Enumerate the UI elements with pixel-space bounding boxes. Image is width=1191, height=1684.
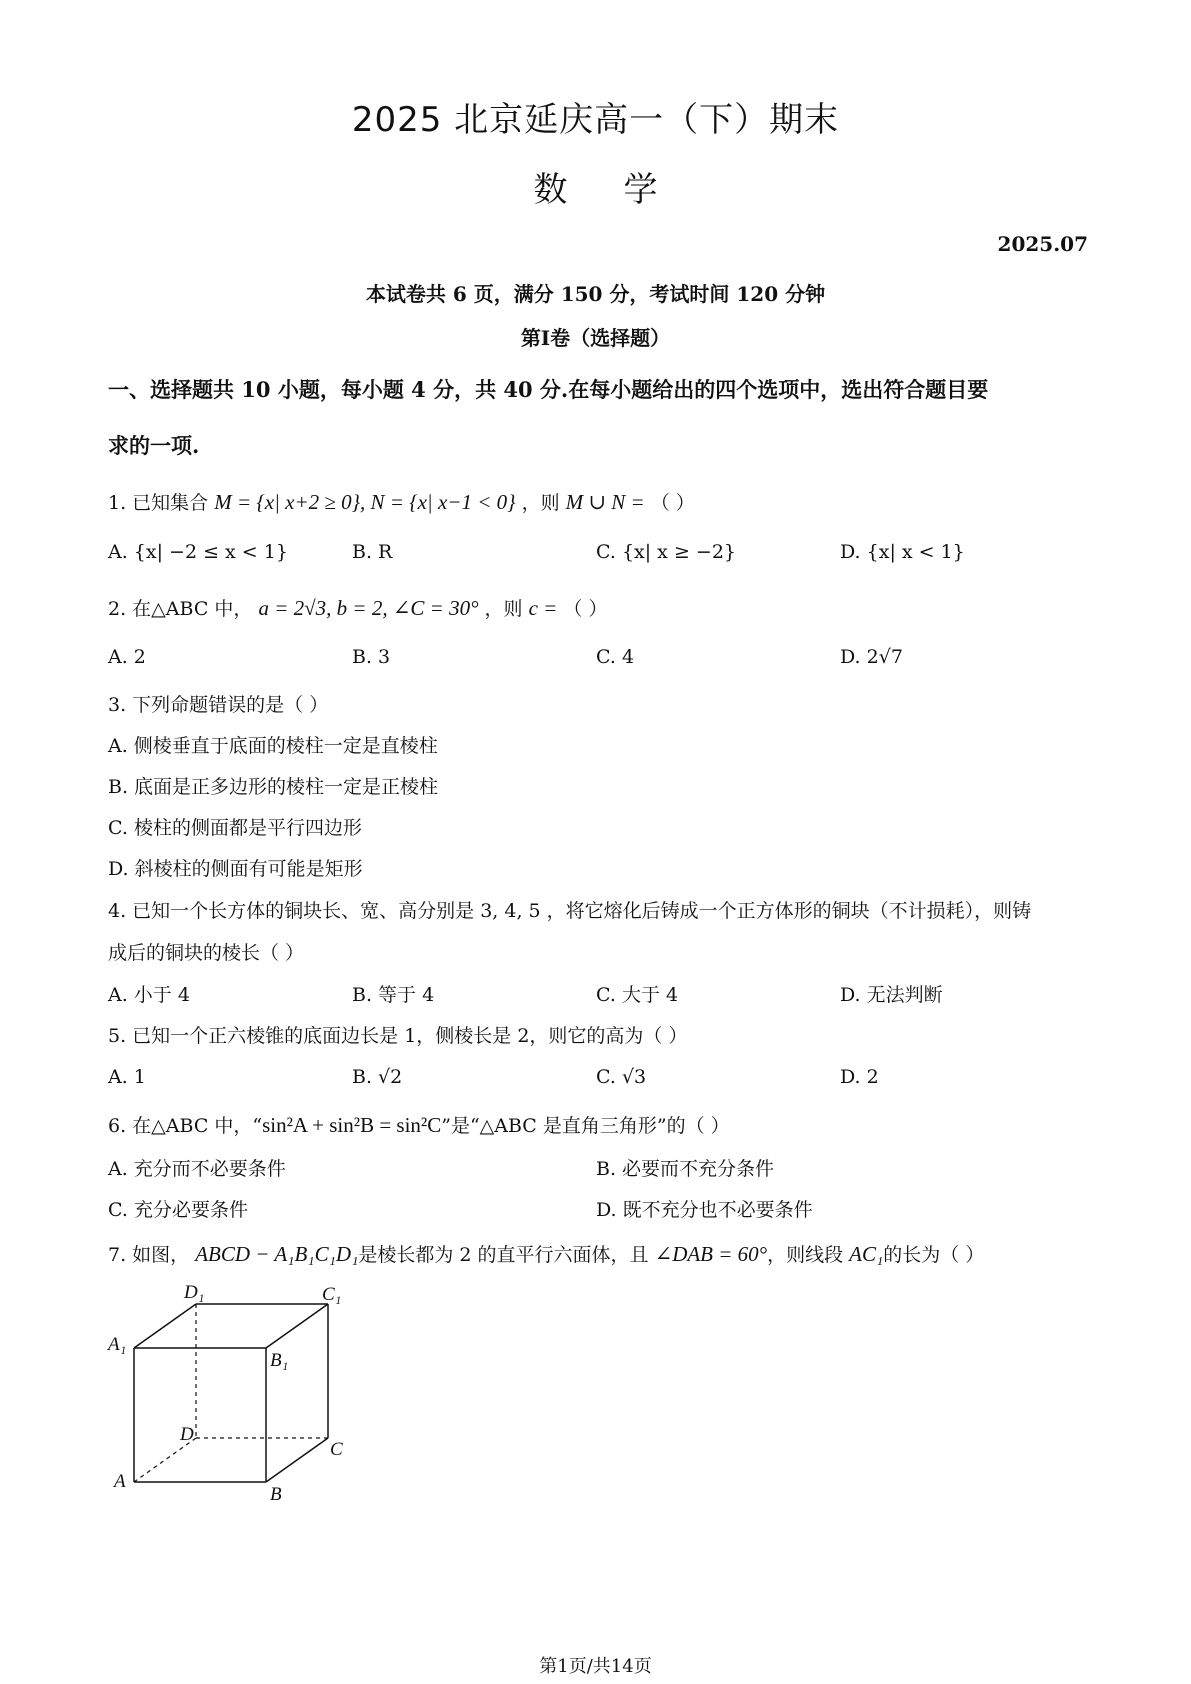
question-7-suffix: 的长为（ ） bbox=[883, 1244, 985, 1266]
q3-option-a: A. 侧棱垂直于底面的棱柱一定是直棱柱 bbox=[108, 735, 438, 757]
question-1-suffix: （ ） bbox=[650, 492, 695, 514]
question-2-suffix: （ ） bbox=[563, 598, 608, 620]
question-5: 5. 已知一个正六棱锥的底面边长是 1，侧棱长是 2，则它的高为（ ） bbox=[108, 1025, 688, 1047]
q5-option-c: C. √3 bbox=[596, 1066, 647, 1088]
q3-option-b: B. 底面是正多边形的棱柱一定是正棱柱 bbox=[108, 776, 439, 798]
q2-option-c: C. 4 bbox=[596, 646, 635, 668]
question-1-math2: M ∪ N = bbox=[565, 490, 645, 514]
question-6-suffix: ”是“△ABC 是直角三角形”的（ ） bbox=[441, 1115, 730, 1137]
question-1-math: M = {x| x+2 ≥ 0}, N = {x| x−1 < 0} bbox=[214, 490, 516, 514]
q4-option-a: A. 小于 4 bbox=[108, 984, 190, 1006]
label-b: B bbox=[270, 1484, 282, 1505]
label-a1: A₁ bbox=[108, 1334, 127, 1355]
question-7-math2: ∠DAB = 60° bbox=[654, 1242, 768, 1266]
q6-option-b: B. 必要而不充分条件 bbox=[596, 1158, 775, 1180]
label-d: D bbox=[180, 1424, 194, 1445]
edge-b1c1 bbox=[266, 1304, 328, 1348]
question-1 bbox=[108, 488, 695, 515]
question-1-mid: ，则 bbox=[521, 492, 560, 514]
question-7-prefix: 7. 如图， bbox=[108, 1244, 190, 1266]
exam-date: 2025.07 bbox=[997, 232, 1088, 256]
label-a: A bbox=[114, 1471, 126, 1492]
question-4-line2: 成后的铜块的棱长（ ） bbox=[108, 942, 305, 964]
question-7-mid: 是棱长都为 2 的直平行六面体，且 bbox=[358, 1244, 649, 1266]
subject-title: 数学 bbox=[533, 170, 714, 210]
label-d1: D₁ bbox=[184, 1282, 205, 1303]
q3-option-d: D. 斜棱柱的侧面有可能是矩形 bbox=[108, 858, 363, 880]
q2-option-a: A. 2 bbox=[108, 646, 146, 668]
question-3: 3. 下列命题错误的是（ ） bbox=[108, 694, 329, 716]
label-b1: B₁ bbox=[270, 1350, 289, 1371]
question-7 bbox=[108, 1240, 984, 1267]
q3-option-c: C. 棱柱的侧面都是平行四边形 bbox=[108, 817, 362, 839]
q1-option-b: B. R bbox=[352, 541, 393, 563]
edge-bc bbox=[266, 1438, 328, 1482]
q5-option-d: D. 2 bbox=[840, 1066, 879, 1088]
q5-option-a: A. 1 bbox=[108, 1066, 146, 1088]
question-2 bbox=[108, 594, 607, 621]
question-2-prefix: 2. 在△ABC 中， bbox=[108, 598, 253, 620]
q1-option-a: A. {x| −2 ≤ x < 1} bbox=[108, 541, 288, 563]
question-2-math: a = 2√3, b = 2, ∠C = 30° bbox=[258, 596, 479, 620]
section-heading-line1: 一、选择题共 10 小题，每小题 4 分，共 40 分.在每小题给出的四个选项中，选出符合题目要 bbox=[108, 377, 989, 402]
label-c1: C₁ bbox=[322, 1284, 342, 1305]
question-7-math: ABCD − A₁B₁C₁D₁ bbox=[195, 1242, 359, 1266]
q6-option-c: C. 充分必要条件 bbox=[108, 1199, 248, 1221]
question-7-mid2: ，则线段 bbox=[767, 1244, 844, 1266]
q1-option-c: C. {x| x ≥ −2} bbox=[596, 541, 736, 563]
q4-option-c: C. 大于 4 bbox=[596, 984, 679, 1006]
question-6-math: sin²A + sin²B = sin²C bbox=[262, 1113, 442, 1137]
parallelepiped-figure bbox=[100, 1280, 380, 1510]
q1-option-d: D. {x| x < 1} bbox=[840, 541, 965, 563]
q2-option-b: B. 3 bbox=[352, 646, 391, 668]
volume-heading: 第I卷（选择题） bbox=[520, 326, 671, 350]
q4-option-d: D. 无法判断 bbox=[840, 984, 943, 1006]
question-7-math3: AC₁ bbox=[849, 1242, 884, 1266]
label-c: C bbox=[330, 1439, 343, 1460]
section-heading-line2: 求的一项. bbox=[108, 433, 200, 458]
q6-option-d: D. 既不充分也不必要条件 bbox=[596, 1199, 813, 1221]
question-6 bbox=[108, 1111, 730, 1138]
q4-option-b: B. 等于 4 bbox=[352, 984, 435, 1006]
question-4-line1: 4. 已知一个长方体的铜块长、宽、高分别是 3, 4, 5 ，将它熔化后铸成一个正方体形的铜块（不计损耗），则铸 bbox=[108, 900, 1032, 922]
exam-info: 本试卷共 6 页，满分 150 分，考试时间 120 分钟 bbox=[365, 282, 826, 306]
question-2-math2: c = bbox=[528, 596, 558, 620]
q2-option-d: D. 2√7 bbox=[840, 646, 903, 668]
page-title: 2025 北京延庆高一（下）期末 bbox=[351, 100, 840, 140]
q6-option-a: A. 充分而不必要条件 bbox=[108, 1158, 286, 1180]
q5-option-b: B. √2 bbox=[352, 1066, 403, 1088]
edge-a1d1 bbox=[134, 1304, 196, 1348]
question-2-mid: ，则 bbox=[484, 598, 523, 620]
question-6-prefix: 6. 在△ABC 中，“ bbox=[108, 1115, 263, 1137]
page-footer: 第1页/共14页 bbox=[539, 1656, 652, 1677]
question-1-prefix: 1. 已知集合 bbox=[108, 492, 209, 514]
